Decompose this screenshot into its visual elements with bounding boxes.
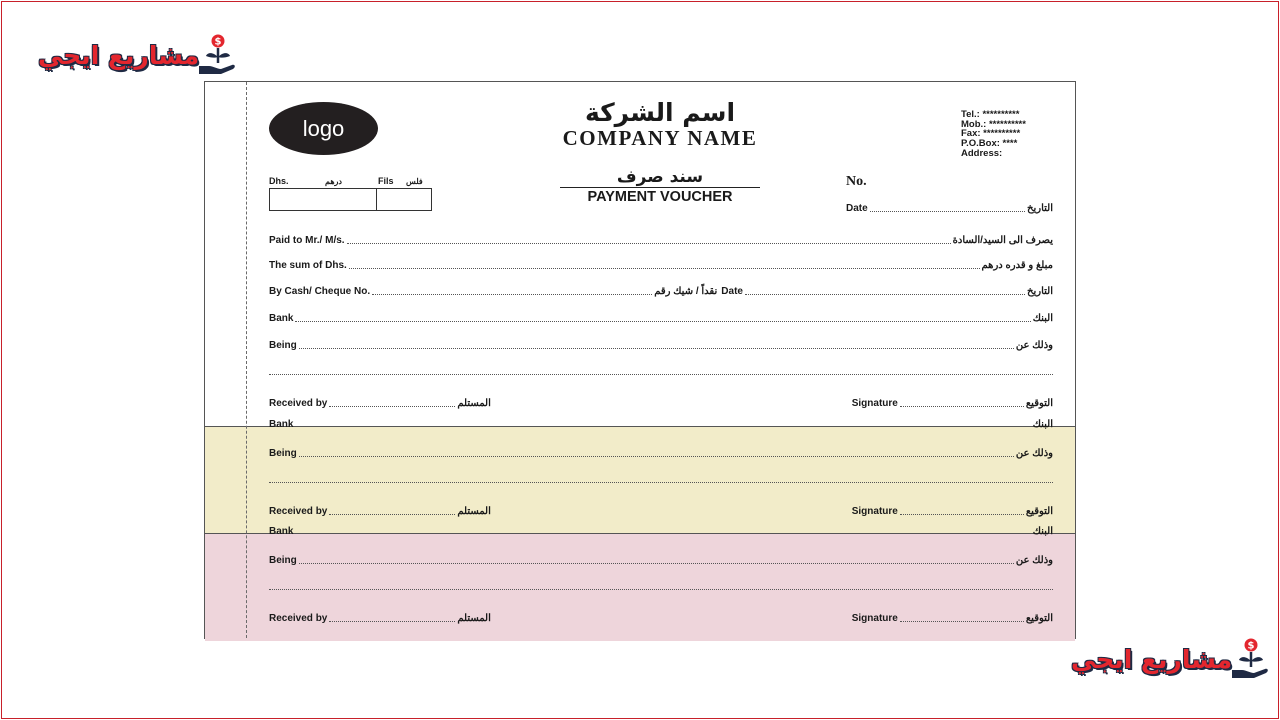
pink-copy-being-field[interactable] <box>299 563 1014 564</box>
pink-copy-received-row[interactable] <box>269 610 1053 624</box>
sum-row[interactable] <box>269 257 1053 271</box>
hand-plant-dollar-icon <box>1228 637 1272 681</box>
pink-copy-received-field[interactable] <box>329 621 455 622</box>
pink-copy-being-row[interactable] <box>269 552 1053 566</box>
amount-box[interactable] <box>269 188 432 211</box>
date-label-arabic: التاريخ <box>1027 203 1053 214</box>
yellow-copy-continuation-row[interactable] <box>269 471 1053 485</box>
sum-field[interactable] <box>349 268 980 269</box>
company-name-arabic: اسم الشركة <box>584 98 736 127</box>
voucher-title-english: PAYMENT VOUCHER <box>587 189 733 205</box>
being-row[interactable] <box>269 337 1053 351</box>
paid-to-label-arabic: يصرف الى السيد/السادة <box>952 235 1053 246</box>
being-label-arabic: وذلك عن <box>1015 340 1053 351</box>
contact-fax: Fax: ********** <box>961 128 1021 140</box>
yellow-copy-received-row[interactable] <box>269 503 1053 517</box>
paid-to-field[interactable] <box>347 243 951 244</box>
received-by-label-arabic: المستلم <box>457 398 491 409</box>
brand-logo-bottom <box>1071 637 1272 681</box>
being-label: Being <box>269 340 297 351</box>
pink-copy-bank-label: Bank <box>269 526 294 537</box>
pink-copy-being-label-arabic: وذلك عن <box>1015 555 1053 566</box>
pink-copy-received-label: Received by <box>269 613 328 624</box>
signature-label: Signature <box>851 398 898 409</box>
yellow-copy-being-row[interactable] <box>269 445 1053 459</box>
dhs-label-arabic: درهم <box>325 177 342 186</box>
svg-text:$: $ <box>1247 640 1255 652</box>
yellow-copy-continuation-field[interactable] <box>269 482 1053 483</box>
cash-cheque-label: By Cash/ Cheque No. <box>269 286 371 297</box>
cash-cheque-label-arabic: نقداً / شيك رقم <box>654 286 718 297</box>
yellow-copy-signature-label: Signature <box>851 506 898 517</box>
yellow-copy-received-field[interactable] <box>329 514 455 515</box>
yellow-copy-received-label: Received by <box>269 506 328 517</box>
bank-row[interactable] <box>269 310 1053 324</box>
paid-to-row[interactable] <box>269 232 1053 246</box>
pink-carbon-copy <box>205 526 1075 641</box>
voucher-number-label: No. <box>846 174 867 189</box>
payment-voucher <box>204 81 1076 639</box>
being-field[interactable] <box>299 348 1014 349</box>
cheque-date-field[interactable] <box>745 294 1025 295</box>
sum-label-arabic: مبلغ و قدره درهم <box>981 260 1053 271</box>
received-signature-row[interactable] <box>269 395 1053 409</box>
pink-copy-bank-label-arabic: البنك <box>1032 526 1053 537</box>
yellow-copy-signature-field[interactable] <box>900 514 1024 515</box>
yellow-copy-being-label: Being <box>269 448 297 459</box>
brand-name-bottom: مشاريع ايجي <box>1071 644 1233 674</box>
pink-copy-continuation-field[interactable] <box>269 589 1053 590</box>
yellow-copy-signature-label-arabic: التوقيع <box>1025 506 1053 517</box>
brand-name: مشاريع ايجي <box>38 40 200 70</box>
contact-pobox: P.O.Box: **** <box>961 138 1018 150</box>
being-continuation-field[interactable] <box>269 374 1053 375</box>
contact-info <box>961 110 1026 159</box>
yellow-copy-bank-label-arabic: البنك <box>1032 419 1053 430</box>
fils-label: Fils <box>378 176 394 186</box>
yellow-copy-cut-bank-row <box>269 419 1053 431</box>
cheque-date-label-arabic: التاريخ <box>1027 286 1053 297</box>
paid-to-label: Paid to Mr./ M/s. <box>269 235 345 246</box>
perforation-line <box>246 82 247 638</box>
pink-copy-continuation-row[interactable] <box>269 578 1053 592</box>
contact-mob: Mob.: ********** <box>961 118 1026 130</box>
received-by-field[interactable] <box>329 406 455 407</box>
cheque-number-field[interactable] <box>372 294 652 295</box>
date-field[interactable] <box>870 211 1025 212</box>
hand-plant-dollar-icon <box>195 33 239 77</box>
fils-amount-cell[interactable] <box>377 189 431 210</box>
pink-copy-signature-field[interactable] <box>900 621 1024 622</box>
bank-label: Bank <box>269 313 294 324</box>
pink-copy-cut-bank-row <box>269 526 1053 538</box>
signature-label-arabic: التوقيع <box>1025 398 1053 409</box>
contact-address: Address: <box>961 147 1003 159</box>
yellow-copy-bank-label: Bank <box>269 419 294 430</box>
voucher-title-arabic: سند صرف <box>560 167 760 188</box>
yellow-copy-being-field[interactable] <box>299 456 1014 457</box>
pink-copy-signature-label-arabic: التوقيع <box>1025 613 1053 624</box>
dhs-label: Dhs. <box>269 176 289 186</box>
date-row[interactable] <box>846 200 1053 214</box>
signature-field[interactable] <box>900 406 1024 407</box>
yellow-copy-being-label-arabic: وذلك عن <box>1015 448 1053 459</box>
bank-field[interactable] <box>295 321 1030 322</box>
pink-copy-being-label: Being <box>269 555 297 566</box>
fils-label-arabic: فلس <box>406 177 423 186</box>
pink-copy-received-label-arabic: المستلم <box>457 613 491 624</box>
cash-cheque-row[interactable] <box>269 283 1053 297</box>
pink-copy-signature-label: Signature <box>851 613 898 624</box>
svg-text:$: $ <box>214 36 222 48</box>
bank-label-arabic: البنك <box>1032 313 1053 324</box>
yellow-carbon-copy <box>205 419 1075 533</box>
date-label: Date <box>846 203 868 214</box>
cheque-date-label: Date <box>721 286 743 297</box>
received-by-label: Received by <box>269 398 328 409</box>
logo-placeholder: logo <box>269 102 378 155</box>
dhs-amount-cell[interactable] <box>270 189 377 210</box>
being-continuation-row[interactable] <box>269 363 1053 377</box>
sum-label: The sum of Dhs. <box>269 260 347 271</box>
contact-tel: Tel.: ********** <box>961 109 1020 120</box>
yellow-copy-received-label-arabic: المستلم <box>457 506 491 517</box>
company-name-english: COMPANY NAME <box>562 126 758 150</box>
brand-logo-top <box>38 33 239 77</box>
